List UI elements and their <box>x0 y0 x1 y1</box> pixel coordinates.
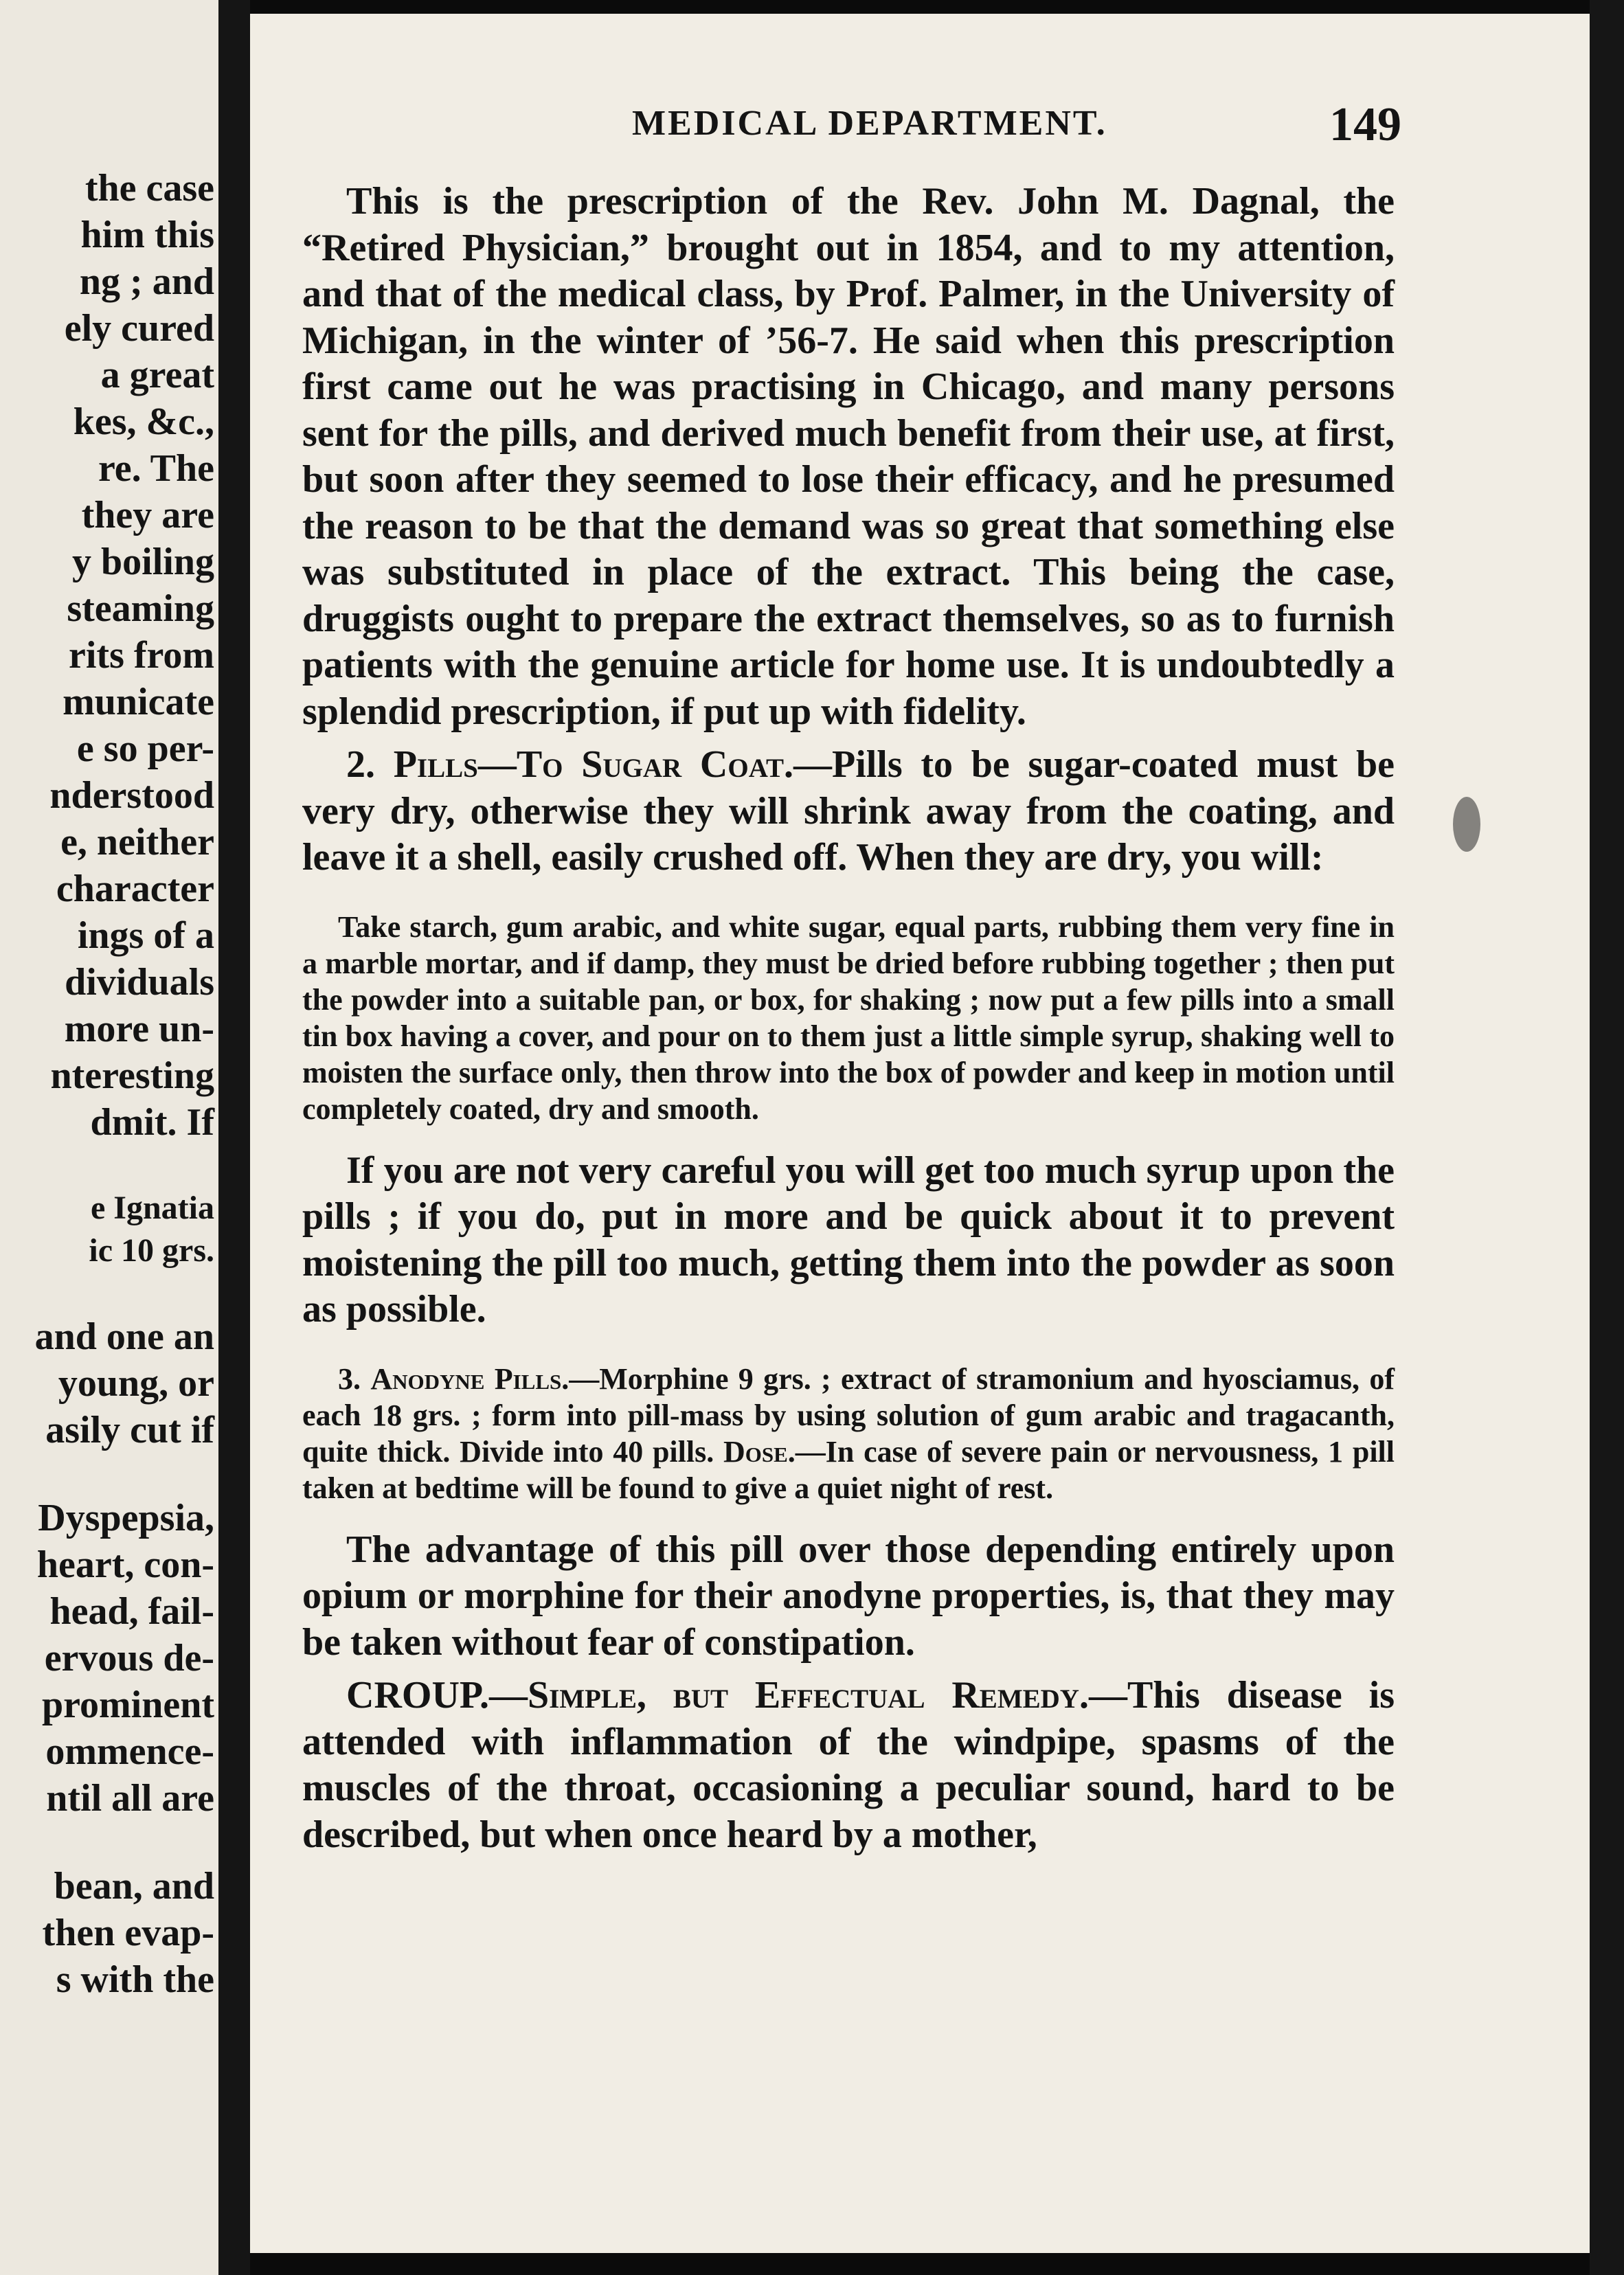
left-line: heart, con- <box>36 1543 214 1586</box>
dose-text: —In case of severe pain or nervousness, 1 pill taken at bedtime will be found to give a quiet night of rest. <box>302 1434 1395 1505</box>
left-line: kes, &c., <box>73 400 214 443</box>
left-line: him this <box>80 214 214 256</box>
paragraph-text: —Morphine 9 grs. ; extract of stramonium and hyosciamus, of each 18 grs. ; form into pill-mass by using solution of gum arabic and tragacanth, quite thick. Divide into 40 pills. <box>302 1361 1395 1469</box>
left-line: steaming <box>67 587 214 630</box>
left-line: ic 10 grs. <box>89 1232 214 1269</box>
left-line: dividuals <box>65 961 214 1004</box>
left-page-text <box>1 165 214 2003</box>
left-line: ntil all are <box>46 1777 214 1820</box>
left-line: then evap- <box>42 1912 214 1954</box>
left-line: Dyspepsia, <box>38 1497 214 1539</box>
left-line: young, or <box>58 1362 214 1405</box>
left-line: prominent <box>42 1684 214 1726</box>
page-number: 149 <box>1329 98 1401 151</box>
ink-smudge <box>1453 797 1480 852</box>
left-line: ng ; and <box>79 260 214 303</box>
item-number: 3. <box>338 1361 361 1396</box>
left-line: re. The <box>98 447 214 490</box>
left-line: bean, and <box>54 1865 214 1908</box>
left-line: ely cured <box>64 307 214 350</box>
left-line: nteresting <box>50 1054 214 1097</box>
paragraph-text: —Pills to be sugar-coated must be very dry, otherwise they will shrink away from the coating, and leave it a shell, easily crushed off. When they are dry, you will: <box>302 743 1395 879</box>
page-header <box>357 98 1401 158</box>
left-line: head, fail- <box>49 1590 214 1633</box>
left-line: e Ignatia <box>91 1190 214 1226</box>
section-subheading: —Simple, but Effectual Remedy. <box>488 1674 1089 1717</box>
left-line: more un- <box>64 1008 214 1050</box>
left-line: e so per- <box>76 727 214 770</box>
paragraph-croup <box>302 1673 1395 1858</box>
left-line: ings of a <box>77 914 214 957</box>
left-line: they are <box>81 494 214 536</box>
left-line: dmit. If <box>90 1101 214 1144</box>
left-page <box>0 0 218 2275</box>
paragraph: The advantage of this pill over those depending entirely upon opium or morphine for their anodyne properties, is, that they may be taken without fear of constipation. <box>302 1528 1395 1664</box>
left-line: nderstood <box>49 774 214 817</box>
left-line: rits from <box>69 634 214 677</box>
section-heading: CROUP. <box>346 1674 489 1717</box>
left-line: ommence- <box>45 1730 214 1773</box>
book-gutter <box>218 0 250 2275</box>
section-heading: Pills—To Sugar Coat. <box>393 743 793 786</box>
small-print-instructions: Take starch, gum arabic, and white sugar, equal parts, rubbing them very fine in a marble mortar, and if damp, they must be dried before rubbing together ; then put the powder into a suitable pan, or box, for shaking ; now put a few pills into a small tin box having a cover, and pour on to them just a little simple syrup, shaking well to moisten the surface only, then throw into the box of powder and keep in motion until completely coated, dry and smooth. <box>302 909 1395 1126</box>
running-title: MEDICAL DEPARTMENT. <box>632 104 1107 143</box>
page-edge <box>1590 0 1624 2275</box>
paragraph-anodyne-pills <box>302 1361 1395 1506</box>
left-line: the case <box>84 167 214 210</box>
paragraph: If you are not very careful you will get too much syrup upon the pills ; if you do, put in more and be quick about it to prevent moistening the pill too much, getting them into the powder as soon as possible. <box>302 1148 1395 1331</box>
left-line: character <box>56 868 214 910</box>
item-number: 2. <box>346 743 375 786</box>
left-line: municate <box>63 681 214 723</box>
page-body <box>302 179 1395 1865</box>
left-line: asily cut if <box>45 1409 214 1451</box>
left-line: a great <box>100 354 214 396</box>
paragraph-sugar-coat <box>302 742 1395 881</box>
left-line: ervous de- <box>44 1637 214 1679</box>
left-line: s with the <box>56 1958 214 2001</box>
left-line: and one an <box>34 1315 214 1358</box>
paragraph: This is the prescription of the Rev. John M. Dagnal, the “Retired Physician,” brought out in 1854, and to my attention, and that of the medical class, by Prof. Palmer, in the University of Michigan, in the winter of ’56-7. He said when this prescription first came out he was practising in Chicago, and many persons sent for the pills, and derived much benefit from their use, at first, but soon after they seemed to lose their efficacy, and he presumed the reason to be that the demand was so great that something else was substituted in place of the extract. This being the case, druggists ought to prepare the extract themselves, so as to furnish patients with the genuine article for home use. It is undoubtedly a splendid prescription, if put up with fidelity. <box>302 180 1395 733</box>
paragraph-text: —This disease is attended with inflammation of the windpipe, spasms of the muscles of the throat, occasioning a peculiar sound, hard to be described, but when once heard by a mother, <box>302 1674 1395 1856</box>
left-line: y boiling <box>72 541 214 583</box>
section-heading: Anodyne Pills. <box>370 1361 569 1396</box>
dose-label: Dose. <box>723 1434 796 1469</box>
left-line: e, neither <box>60 821 214 863</box>
